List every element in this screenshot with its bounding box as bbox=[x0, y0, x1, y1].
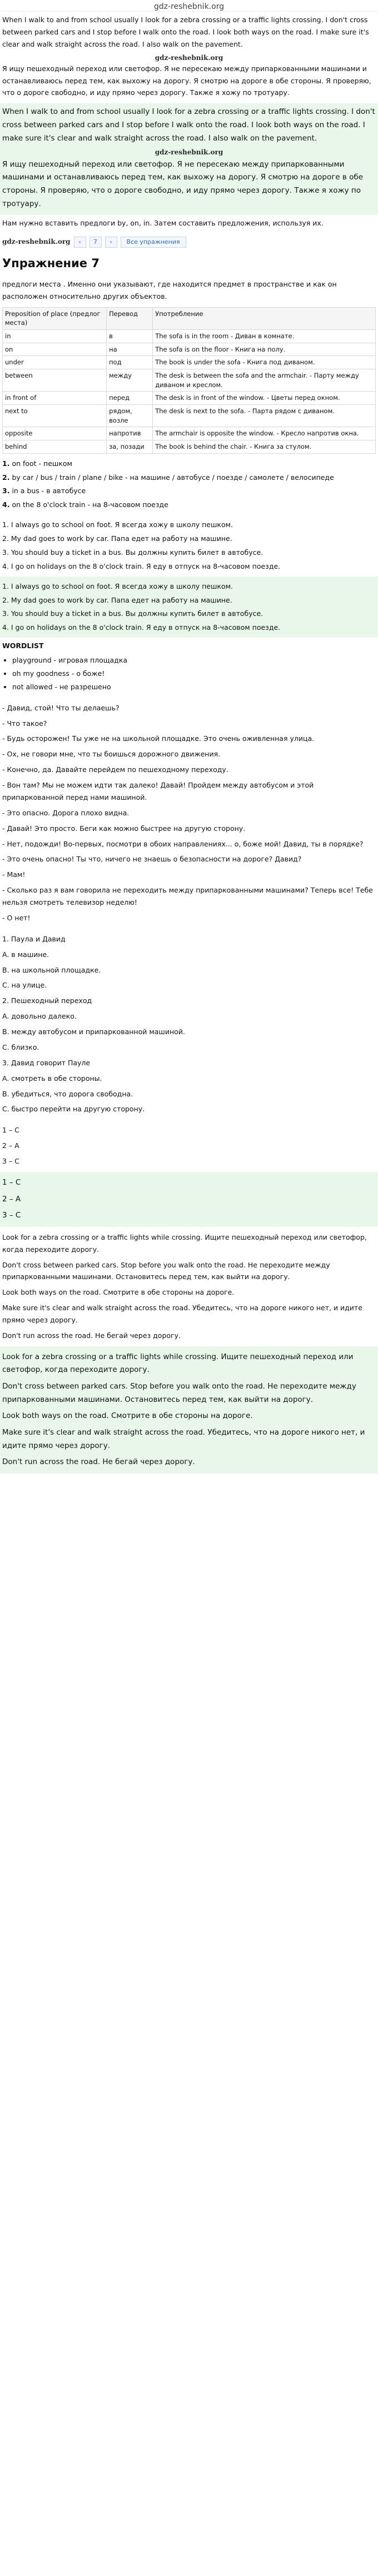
answer-line: 3. You should buy a ticket in a bus. Вы должны купить билет в автобусе. bbox=[2, 609, 263, 618]
table-cell: напротив bbox=[107, 427, 153, 440]
list-item: 1. on foot - пешком bbox=[2, 459, 72, 468]
table-cell: между bbox=[107, 369, 153, 391]
rule-line: Look both ways on the road. Смотрите в обе стороны на дороге. bbox=[2, 1411, 253, 1421]
rule-line: Look for a zebra crossing or a traffic lights while crossing. Ищите пешеходный переход или светофор, когда переходите дорогу. bbox=[2, 1232, 367, 1254]
site-name[interactable]: gdz-reshebnik.org bbox=[153, 2, 225, 11]
table-header: Preposition of place (предлог места) bbox=[3, 307, 107, 329]
quiz-line: 3. Давид говорит Пауле bbox=[2, 1058, 91, 1067]
rule-line: Look both ways on the road. Смотрите в обе стороны на дороге. bbox=[2, 1288, 235, 1297]
table-cell: The desk is in front of the window. - Цветы перед окном. bbox=[153, 392, 376, 405]
short-answer: 2 – A bbox=[2, 1194, 21, 1204]
quiz-line: B. на школьной площадке. bbox=[2, 965, 101, 974]
rules-block bbox=[0, 1227, 378, 1346]
dialogue-block bbox=[0, 698, 378, 929]
wordlist-title: WORDLIST bbox=[2, 642, 44, 650]
quiz-line: A. довольно далеко. bbox=[2, 1012, 77, 1021]
next-page-button[interactable]: › bbox=[105, 237, 117, 248]
table-cell: перед bbox=[107, 392, 153, 405]
quiz-line: C. быстро перейти на другую сторону. bbox=[2, 1105, 145, 1114]
quiz-line: A. смотреть в обе стороны. bbox=[2, 1074, 102, 1082]
table-cell: on bbox=[3, 343, 107, 356]
table-cell: next to bbox=[3, 405, 107, 427]
dialogue-line: - Будь осторожен! Ты уже не на школьной площадке. Это очень оживленная улица. bbox=[2, 734, 315, 743]
table-cell: в bbox=[107, 329, 153, 343]
table-row bbox=[3, 440, 376, 454]
intro-english: When I walk to and from school usually I look for a zebra crossing or a traffic lights crossing. I don't cross between parked cars and I stop before I walk onto the road. I look both ways on the road. I make sure it's clear and walk straight across the road. I also walk on the pavement. bbox=[2, 16, 369, 48]
table-header: Перевод bbox=[107, 307, 153, 329]
quiz-line: 2. Пешеходный переход bbox=[2, 996, 92, 1005]
short-answer: 3 – C bbox=[2, 1211, 21, 1220]
answer-line: 2. My dad goes to work by car. Папа едет на работу на машине. bbox=[2, 534, 232, 543]
quiz-line: C. близко. bbox=[2, 1043, 39, 1051]
quiz-line: A. в машине. bbox=[2, 950, 49, 959]
answer-line: 1. I always go to school on foot. Я всегда хожу в школу пешком. bbox=[2, 520, 233, 529]
table-cell: The desk is next to the sofa. - Парта рядом с диваном. bbox=[153, 405, 376, 427]
dialogue-line: - Нет, подожди! Во-первых, посмотри в обоих направлениях... о, боже мой! Давид, ты в порядке? bbox=[2, 839, 364, 848]
rule-line: Look for a zebra crossing or a traffic lights while crossing. Ищите пешеходный переход или светофор, когда переходите дорогу. bbox=[2, 1352, 354, 1375]
table-row bbox=[3, 369, 376, 391]
answer-line: 2. My dad goes to work by car. Папа едет на работу на машине. bbox=[2, 595, 232, 604]
table-cell: The sofa is on the floor - Книга на полу. bbox=[153, 343, 376, 356]
table-row bbox=[3, 356, 376, 369]
table-cell: opposite bbox=[3, 427, 107, 440]
table-cell: The sofa is in the room - Диван в комнате. bbox=[153, 329, 376, 343]
answers-block bbox=[0, 515, 378, 577]
dialogue-line: - О нет! bbox=[2, 913, 31, 922]
dialogue-line: - Ох, не говори мне, что ты боишься дорожного движения. bbox=[2, 750, 221, 759]
dialogue-line: - Вон там? Мы не можем идти так далеко! Давай! Пройдем между автобусом и этой припаркованной перед нами машиной. bbox=[2, 781, 314, 801]
intro-russian: Я ищу пешеходный переход или светофор. Я не пересекаю между припаркованными машинами и останавливаюсь перед тем, как выхожу на дорогу. Я смотрю на дороге в обе стороны. Я проверяю, что о дороге свободно, и иду прямо через дорогу. Также я хожу по тротуару. bbox=[2, 64, 371, 97]
rule-line: Don't run across the road. Не бегай через дорогу. bbox=[2, 1457, 195, 1467]
table-row bbox=[3, 329, 376, 343]
intro-block bbox=[0, 12, 378, 103]
table-cell: рядом, возле bbox=[107, 405, 153, 427]
short-answers bbox=[0, 1120, 378, 1172]
task-description: Нам нужно вставить предлоги by, on, in. Затем составить предложения, используя их. bbox=[2, 219, 324, 228]
rule-line: Make sure it's clear and walk straight across the road. Убедитесь, что на дороге никого нет, и идите прямо через дорогу. bbox=[2, 1427, 365, 1450]
list-item: 2. by car / bus / train / plane / bike - на машине / автобусе / поезде / самолете / велосипеде bbox=[2, 473, 334, 482]
site-header[interactable] bbox=[0, 0, 378, 12]
exercise-nav bbox=[0, 234, 378, 250]
quiz-line: C. на улице. bbox=[2, 981, 47, 990]
rule-line: Don't cross between parked cars. Stop before you walk onto the road. Не переходите между припаркованными машинами. Остановитесь перед тем, как выйти на дорогу. bbox=[2, 1260, 330, 1281]
intro-english-highlight: When I walk to and from school usually I look for a zebra crossing or a traffic lights crossing. I don't cross between parked cars and I stop before I walk onto the road. I look both ways on the road. I make sure it's clear and walk straight across the road. I also walk on the pavement. bbox=[2, 107, 375, 143]
prepositions-table bbox=[2, 307, 376, 454]
answer-line: 4. I go on holidays on the 8 o'clock train. Я еду в отпуск на 8-часовом поезде. bbox=[2, 562, 281, 570]
table-cell: The book is under the sofa - Книга под диваном. bbox=[153, 356, 376, 369]
all-exercises-button[interactable]: Все упражнения bbox=[121, 237, 186, 248]
rule-line: Make sure it's clear and walk straight across the road. Убедитесь, что на дороге никого нет, и идите прямо через дорогу. bbox=[2, 1304, 362, 1325]
table-row bbox=[3, 343, 376, 356]
list-item: 4. on the 8 o'clock train - на 8-часовом поезде bbox=[2, 500, 168, 509]
table-header: Употребление bbox=[153, 307, 376, 329]
watermark: gdz-reshebnik.org bbox=[155, 148, 223, 157]
vocab-item: • playground - игровая площадка bbox=[12, 654, 376, 666]
dialogue-line: - Это очень опасно! Ты что, ничего не знаешь о безопасности на дороге? Давид? bbox=[2, 855, 302, 864]
intro-highlight-block bbox=[0, 103, 378, 215]
dialogue-line: - Давид, стой! Что ты делаешь? bbox=[2, 703, 120, 712]
rule-line: Don't cross between parked cars. Stop before you walk onto the road. Не переходите между припаркованными машинами. Остановитесь перед тем, как выйти на дорогу. bbox=[2, 1382, 356, 1404]
rule-line: Don't run across the road. Не бегай через дорогу. bbox=[2, 1331, 181, 1340]
answer-line: 4. I go on holidays on the 8 o'clock train. Я еду в отпуск на 8-часовом поезде. bbox=[2, 623, 281, 632]
dialogue-line: - Это опасно. Дорога плохо видна. bbox=[2, 808, 130, 817]
vocab-item: • oh my goodness - о боже! bbox=[12, 668, 376, 680]
list-item: 3. in a bus - в автобусе bbox=[2, 487, 86, 495]
dialogue-line: - Сколько раз я вам говорила не переходить между припаркованными машинами? Теперь все! Тебе нельзя смотреть телевизор неделю! bbox=[2, 886, 373, 907]
short-answer: 1 – C bbox=[2, 1126, 19, 1135]
exercise-description: предлоги места . Именно они указывают, где находится предмет в пространстве и как он расположен относительно других объектов. bbox=[2, 279, 337, 300]
answer-line: 1. I always go to school on foot. Я всегда хожу в школу пешком. bbox=[2, 582, 233, 590]
table-cell: на bbox=[107, 343, 153, 356]
table-header-row bbox=[3, 307, 376, 329]
table-cell: под bbox=[107, 356, 153, 369]
transport-list bbox=[0, 454, 378, 515]
page-number[interactable]: 7 bbox=[89, 237, 102, 248]
dialogue-line: - Мам! bbox=[2, 870, 26, 879]
quiz-line: 1. Паула и Давид bbox=[2, 934, 66, 943]
vocab-item: • not allowed - не разрешено bbox=[12, 681, 376, 693]
table-row bbox=[3, 427, 376, 440]
answer-line: 3. You should buy a ticket in a bus. Вы должны купить билет в автобусе. bbox=[2, 548, 263, 557]
table-cell: The armchair is opposite the window. - Кресло напротив окна. bbox=[153, 427, 376, 440]
table-cell: The desk is between the sofa and the armchair. - Парту между диваном и креслом. bbox=[153, 369, 376, 391]
table-cell: in bbox=[3, 329, 107, 343]
table-row bbox=[3, 392, 376, 405]
quiz-line: B. между автобусом и припаркованной машиной. bbox=[2, 1028, 185, 1036]
dialogue-line: - Что такое? bbox=[2, 719, 47, 728]
quiz-line: B. убедиться, что дорога свободна. bbox=[2, 1089, 133, 1098]
quiz-block bbox=[0, 929, 378, 1120]
table-cell: in front of bbox=[3, 392, 107, 405]
table-cell: The book is behind the chair. - Книга за стулом. bbox=[153, 440, 376, 454]
answers-highlight-block bbox=[0, 577, 378, 638]
prev-page-button[interactable]: ‹ bbox=[74, 237, 86, 248]
table-cell: under bbox=[3, 356, 107, 369]
rules-highlight-block bbox=[0, 1346, 378, 1474]
watermark: gdz-reshebnik.org bbox=[155, 53, 223, 62]
short-answers-highlight bbox=[0, 1172, 378, 1227]
table-cell: behind bbox=[3, 440, 107, 454]
table-cell: за, позади bbox=[107, 440, 153, 454]
table-cell: between bbox=[3, 369, 107, 391]
wordlist-block bbox=[0, 638, 378, 698]
short-answer: 2 – A bbox=[2, 1141, 19, 1150]
watermark: gdz-reshebnik.org bbox=[2, 238, 71, 246]
exercise-title: Упражнение 7 bbox=[2, 257, 100, 270]
short-answer: 3 – C bbox=[2, 1157, 19, 1166]
dialogue-line: - Конечно, да. Давайте перейдем по пешеходному переходу. bbox=[2, 765, 228, 774]
intro-russian-highlight: Я ищу пешеходный переход или светофор. Я не пересекаю между припаркованными машинами и останавливаюсь перед тем, как выхожу на дорогу. Я смотрю на дороге в обе стороны. Я проверяю, что о дороге свободно, и иду прямо через дорогу. Также я хожу по тротуару. bbox=[2, 159, 364, 208]
dialogue-line: - Давай! Это просто. Беги как можно быстрее на другую сторону. bbox=[2, 824, 246, 833]
table-row bbox=[3, 405, 376, 427]
short-answer: 1 – C bbox=[2, 1177, 21, 1187]
